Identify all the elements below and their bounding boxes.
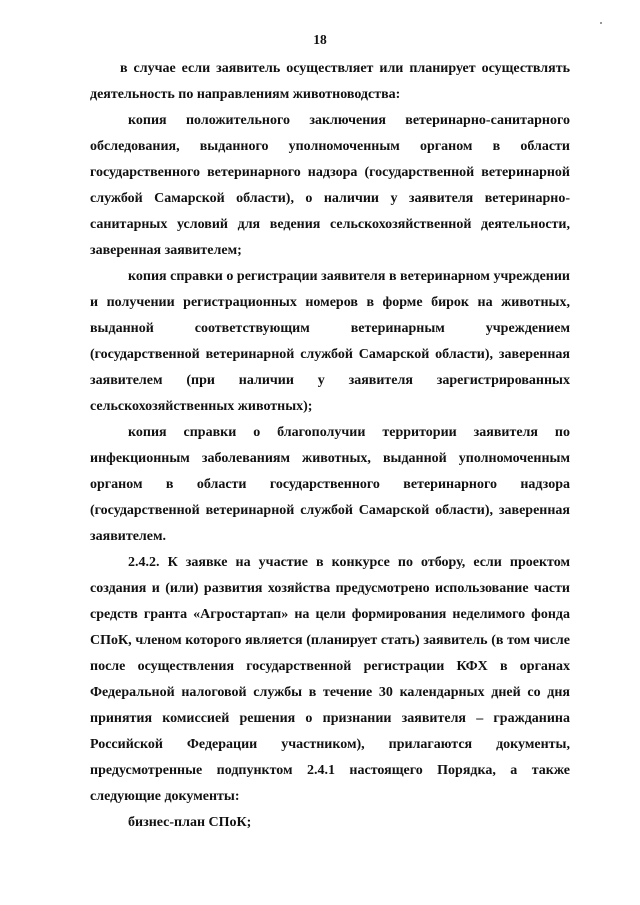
- paragraph-livestock-intro: в случае если заявитель осуществляет или планирует осуществлять деятельность по направлениям животноводства:: [90, 61, 570, 102]
- scan-speck: [600, 22, 602, 24]
- page-number: 18: [313, 32, 327, 47]
- document-body: [90, 56, 570, 836]
- paragraph-vet-sanitary-conclusion: копия положительного заключения ветеринарно-санитарного обследования, выданного уполномоченным органом в области государственного ветеринарного надзора (государственной ветеринарной службой Самарской области), о наличии у заявителя ветеринарно-санитарных условий для ведения сельскохозяйственной деятельности, заверенная заявителем;: [90, 113, 570, 258]
- paragraph-territory-wellbeing-certificate: копия справки о благополучии территории заявителя по инфекционным заболеваниям животных, выданной уполномоченным органом в области государственного ветеринарного надзора (государственной ветеринарной службой Самарской области), заверенная заявителем.: [90, 425, 570, 544]
- paragraph-section-2-4-2: 2.4.2. К заявке на участие в конкурсе по отбору, если проектом создания и (или) развития хозяйства предусмотрено использование части средств гранта «Агростартап» на цели формирования неделимого фонда СПоК, членом которого является (планирует стать) заявитель (в том числе после осуществления государственной регистрации КФХ в органах Федеральной налоговой службы в течение 30 календарных дней со дня принятия комиссией решения о признании заявителя – гражданина Российской Федерации участником), прилагаются документы, предусмотренные подпунктом 2.4.1 настоящего Порядка, а также следующие документы:: [90, 555, 570, 804]
- paragraph-business-plan: бизнес-план СПоК;: [128, 815, 252, 830]
- paragraph-vet-registration-certificate: копия справки о регистрации заявителя в ветеринарном учреждении и получении регистрационных номеров в форме бирок на животных, выданной соответствующим ветеринарным учреждением (государственной ветеринарной службой Самарской области), заверенная заявителем (при наличии у заявителя зарегистрированных сельскохозяйственных животных);: [90, 269, 570, 414]
